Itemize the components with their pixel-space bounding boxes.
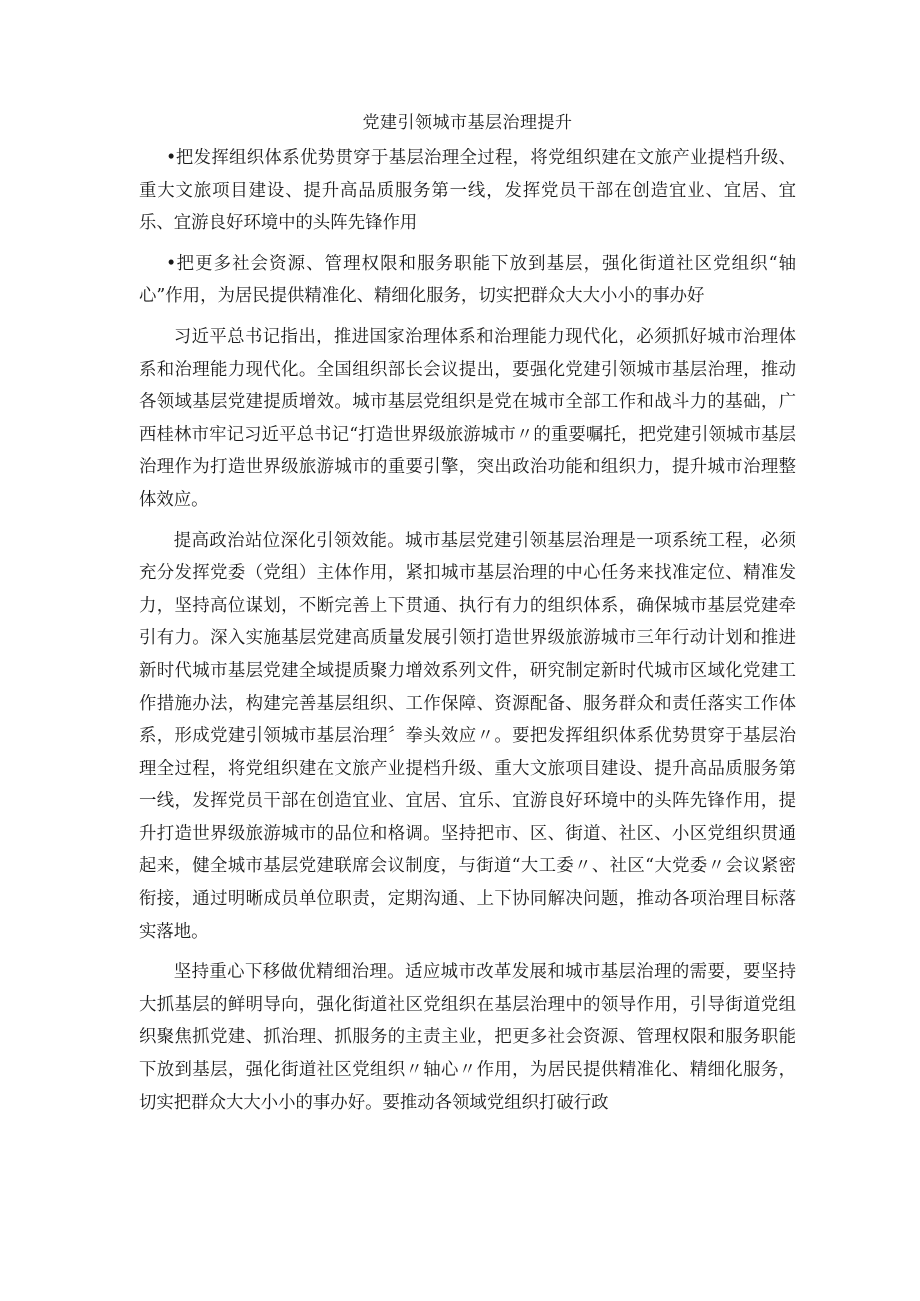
- bullet-marker: •: [165, 253, 177, 274]
- bullet-text: 把更多社会资源、管理权限和服务职能下放到基层，强化街道社区党组织“轴心”作用，为居民提供精准化、精细化服务，切实把群众大大小小的事办好: [139, 253, 796, 307]
- bullet-marker: •: [165, 148, 177, 168]
- body-paragraph-2: 提高政治站位深化引领效能。城市基层党建引领基层治理是一项系统工程，必须充分发挥党委（党组）主体作用，紧扣城市基层治理的中心任务来找准定位、精准发力，坚持高位谋划，不断完善上下贯通、执行有力的组织体系，确保城市基层党建牵引有力。深入实施基层党建高质量发展引领打造世界级旅游城市三年行动计划和推进新时代城市基层党建全域提质聚力增效系列文件，研究制定新时代城市区域化党建工作措施办法，构建完善基层组织、工作保障、资源配备、服务群众和责任落实工作体系，形成党建引领城市基层治理〞拳头效应〃。要把发挥组织体系优势贯穿于基层治理全过程，将党组织建在文旅产业提档升级、重大文旅项目建设、提升高品质服务第一线，发挥党员干部在创造宜业、宜居、宜乐、宜游良好环境中的头阵先锋作用，提升打造世界级旅游城市的品位和格调。坚持把市、区、街道、社区、小区党组织贯通起来，健全城市基层党建联席会议制度，与街道“大工委〃、社区“大党委〃会议紧密衔接，通过明晰成员单位职责，定期沟通、上下协同解决问题，推动各项治理目标落实落地。: [139, 530, 796, 942]
- document-title: 党建引领城市基层治理提升: [362, 113, 573, 133]
- bullet-text: 把发挥组织体系优势贯穿于基层治理全过程，将党组织建在文旅产业提档升级、重大文旅项目建设、提升高品质服务第一线，发挥党员干部在创造宜业、宜居、宜乐、宜游良好环境中的头阵先锋作用: [139, 148, 796, 234]
- document-page: [139, 108, 796, 1127]
- body-paragraph-3: 坚持重心下移做优精细治理。适应城市改革发展和城市基层治理的需要，要坚持大抓基层的鲜明导向，强化街道社区党组织在基层治理中的领导作用，引导街道党组织聚焦抓党建、抓治理、抓服务的主责主业，把更多社会资源、管理权限和服务职能下放到基层，强化街道社区党组织〃轴心〃作用，为居民提供精准化、精细化服务，切实把群众大大小小的事办好。要推动各领域党组织打破行政: [139, 962, 796, 1113]
- body-paragraph-1: 习近平总书记指出，推进国家治理体系和治理能力现代化，必须抓好城市治理体系和治理能力现代化。全国组织部长会议提出，要强化党建引领城市基层治理，推动各领域基层党建提质增效。城市基层党组织是党在城市全部工作和战斗力的基础，广西桂林市牢记习近平总书记“打造世界级旅游城市〃的重要嘱托，把党建引领城市基层治理作为打造世界级旅游城市的重要引擎，突出政治功能和组织力，提升城市治理整体效应。: [139, 326, 796, 510]
- bullet-point-1: [139, 142, 796, 240]
- bullet-point-2: [139, 248, 796, 313]
